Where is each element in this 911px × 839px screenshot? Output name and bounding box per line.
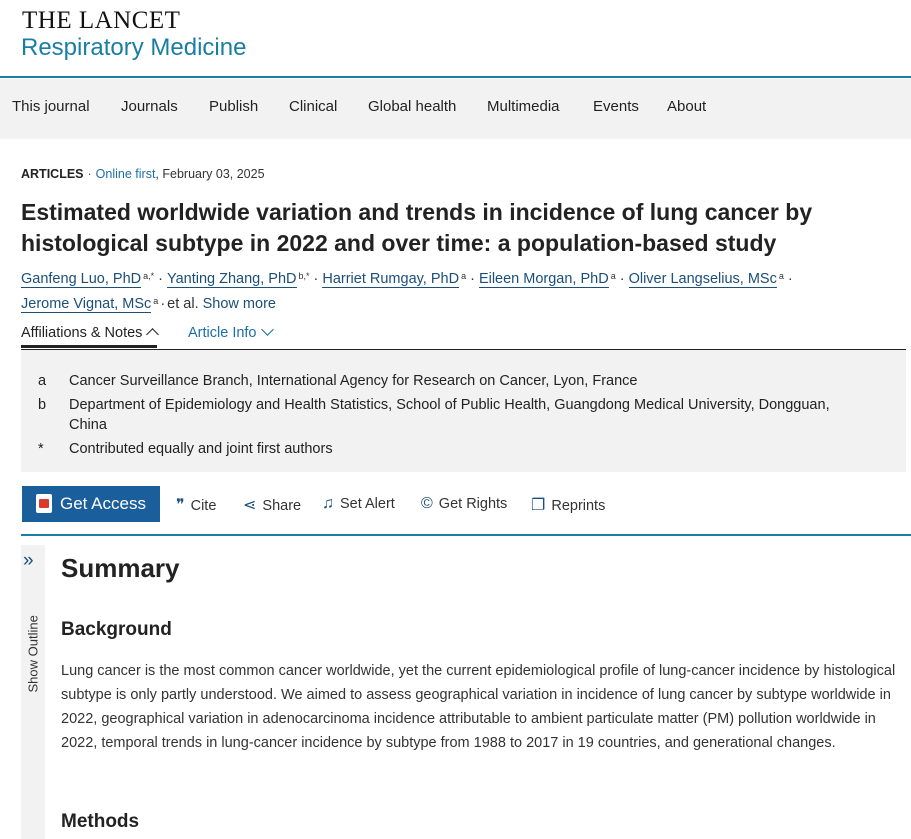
tab-affiliations-label: Affiliations & Notes [21,325,143,341]
nav-global-health[interactable]: Global health [368,98,457,115]
nav-journals[interactable]: Journals [121,98,178,115]
nav-this-journal[interactable]: This journal [12,98,90,115]
reprint-icon: ❐ [531,497,546,514]
author-sup: a [153,296,159,306]
quote-icon: ❞ [176,497,185,514]
affiliation-text: Cancer Surveillance Branch, International Agency for Research on Cancer, Lyon, France [69,373,638,389]
article-meta: ARTICLES · Online first, February 03, 2025 [21,167,265,181]
tab-article-info[interactable] [188,325,272,341]
journal-name[interactable]: Respiratory Medicine [21,34,247,61]
author-link[interactable]: Oliver Langselius, MSc [628,271,777,287]
article-title: Estimated worldwide variation and trends in incidence of lung cancer by histological subtype in 2022 and over time: a population-based study [21,199,813,256]
online-first-link[interactable]: Online first [95,167,156,181]
author-link[interactable]: Jerome Vignat, MSc [21,296,152,312]
bell-icon: ♫ [322,495,334,512]
cite-button[interactable] [176,495,216,515]
author-list: Ganfeng Luo, PhD $^{a,*}$ · Yanting Zhang, PhD $^{b,*}$ · Harriet Rumgay, PhD $^a$ · Eileen Morgan, PhD $^a$ · Oliver Langselius, MSc $^a$ · Jerome Vignat, MSc $^a$ · et al. Show more [21,271,793,312]
nav-clinical[interactable]: Clinical [289,98,338,115]
double-chevron-right-icon: » [23,550,34,571]
nav-publish[interactable]: Publish [209,98,259,115]
lancet-logo[interactable]: THE LANCET [22,7,181,34]
summary-heading: Summary [61,553,180,583]
author-sup: a [778,271,784,281]
share-label: Share [262,498,302,514]
affiliation-key: b [38,397,47,413]
author-link[interactable]: Ganfeng Luo, PhD [21,271,142,287]
alert-label: Set Alert [340,496,395,512]
nav-about[interactable]: About [667,98,707,115]
share-button[interactable] [243,495,301,515]
chevron-down-icon [261,323,274,336]
show-outline-label: Show Outline [25,615,41,693]
tab-affiliations[interactable] [21,325,157,348]
author-sup: b,* [298,271,310,281]
get-access-button[interactable] [22,486,160,522]
affiliation-text: Department of Epidemiology and Health Statistics, School of Public Health, Guangdong Medical University, Dongguan, China [69,397,830,433]
chevron-up-icon [147,328,160,341]
set-alert-button[interactable] [322,495,395,513]
meta-separator: · [87,167,92,181]
rights-label: Get Rights [438,496,508,512]
copyright-icon: © [421,495,433,512]
affiliation-key: a [38,373,47,389]
publish-date: February 03, 2025 [162,167,265,181]
affiliation-key: * [38,441,44,457]
article-kind: ARTICLES [21,167,84,181]
share-icon: ⋖ [243,497,257,514]
tab-info-label: Article Info [188,325,257,341]
get-rights-button[interactable] [421,495,507,513]
nav-events[interactable]: Events [593,98,639,115]
nav-multimedia[interactable]: Multimedia [487,98,560,115]
et-al: et al. [167,296,199,312]
background-heading: Background [61,619,172,640]
background-text: Lung cancer is the most common cancer worldwide, yet the current epidemiological profile of lung-cancer incidence by histological subtype is only partly understood. We aimed to assess geographical variation in incidence of lung cancer by subtype worldwide in 2022, geographical variation in adenocarcinoma incidence attributable to ambient particulate matter (PM) pollution worldwide in 2022, temporal trends in lung-cancer incidence by subtype from 1988 to 2017 in 19 countries, and generational changes. [61,663,896,751]
affiliation-text: Contributed equally and joint first authors [69,441,333,457]
author-sup: a [610,271,616,281]
article-tabs [21,324,906,350]
reprints-label: Reprints [551,498,606,514]
author-link[interactable]: Harriet Rumgay, PhD [322,271,460,287]
show-outline-toggle[interactable] [21,545,45,839]
author-sup: a [461,271,467,281]
methods-heading: Methods [61,811,140,832]
pdf-icon [36,494,52,513]
main-nav [0,79,911,139]
author-link[interactable]: Yanting Zhang, PhD [166,271,297,287]
affiliations-panel [21,350,906,472]
reprints-button[interactable] [531,495,605,515]
get-access-label: Get Access [60,494,146,513]
site-header [0,0,911,78]
author-link[interactable]: Eileen Morgan, PhD [478,271,609,287]
show-more-link[interactable]: Show more [202,296,276,312]
article-toolbar [21,486,911,536]
author-sup: a,* [143,271,155,281]
cite-label: Cite [190,498,217,514]
